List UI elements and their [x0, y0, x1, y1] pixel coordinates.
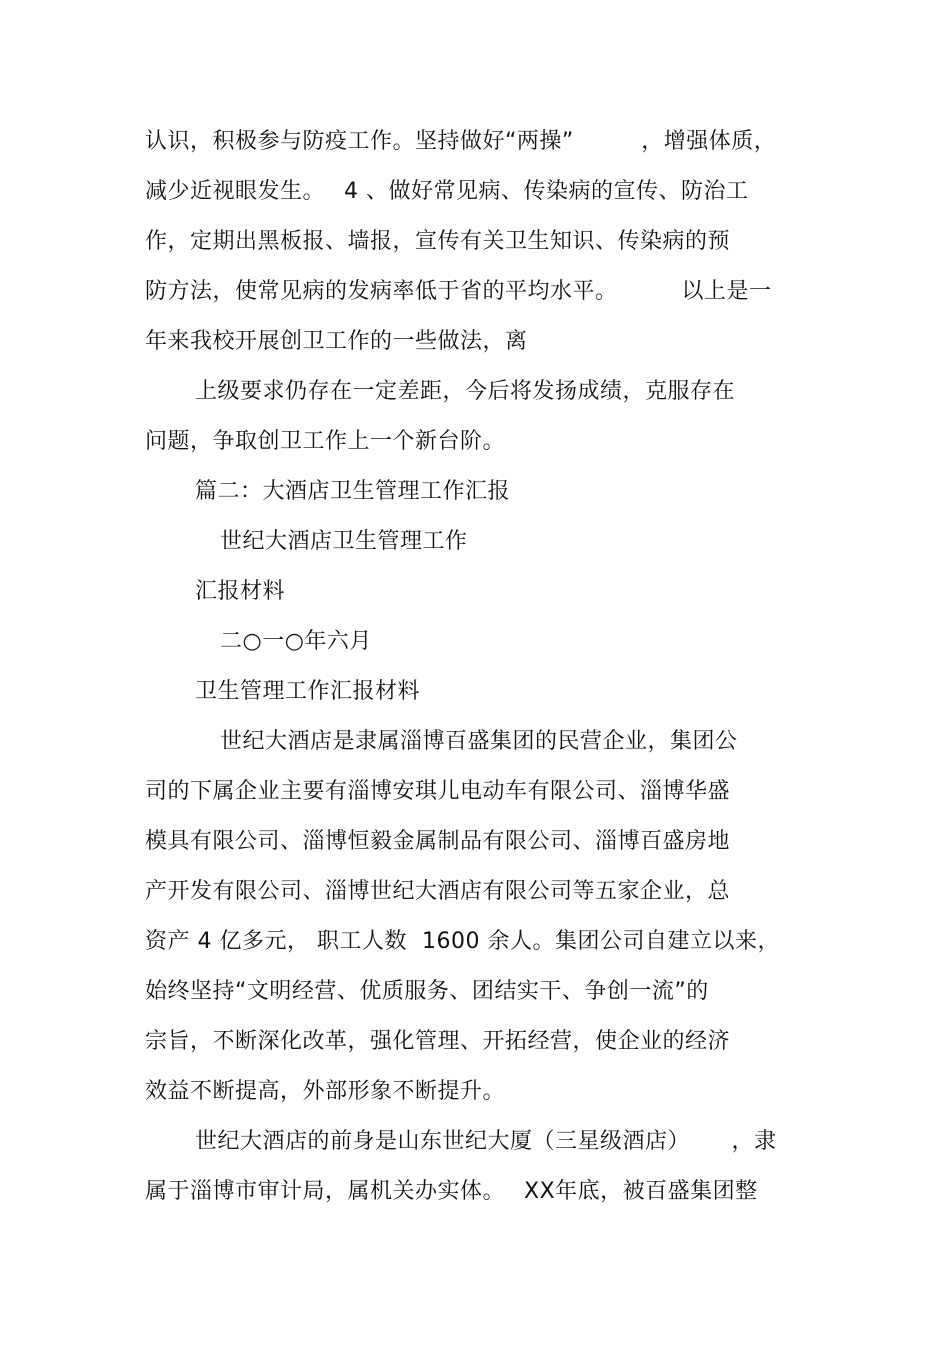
report-heading: 卫生管理工作汇报材料 — [195, 679, 421, 704]
report-subtitle: 汇报材料 — [195, 579, 286, 604]
text-line: 宗旨，不断深化改革，强化管理、开拓经营，使企业的经济 — [145, 1029, 731, 1054]
paragraph-first-line: 上级要求仍存在一定差距，今后将发扬成绩，克服存在 — [195, 379, 736, 404]
text-line: 属于淄博市审计局，属机关办实体。 XX年底，被百盛集团整 — [145, 1179, 758, 1204]
paragraph-first-line: 世纪大酒店的前身是山东世纪大厦（三星级酒店） ，隶 — [195, 1129, 777, 1154]
text-line: 司的下属企业主要有淄博安琪儿电动车有限公司、淄博华盛 — [145, 779, 731, 804]
text-line: 作，定期出黑板报、墙报，宣传有关卫生知识、传染病的预 — [145, 229, 731, 254]
text-line: 年来我校开展创卫工作的一些做法，离 — [145, 329, 528, 354]
text-line: 产开发有限公司、淄博世纪大酒店有限公司等五家企业，总 — [145, 879, 731, 904]
section-heading: 篇二：大酒店卫生管理工作汇报 — [195, 479, 511, 504]
text-line: 始终坚持“文明经营、优质服务、团结实干、争创一流”的 — [145, 979, 709, 1004]
paragraph-first-line: 世纪大酒店是隶属淄博百盛集团的民营企业，集团公 — [220, 729, 738, 754]
text-line: 问题，争取创卫工作上一个新台阶。 — [145, 429, 506, 454]
report-title: 世纪大酒店卫生管理工作 — [220, 529, 468, 554]
text-line: 效益不断提高，外部形象不断提升。 — [145, 1079, 506, 1104]
text-line: 认识，积极参与防疫工作。坚持做好“两操” ，增强体质， — [145, 129, 777, 154]
text-line: 资产 4 亿多元， 职工人数 1600 余人。集团公司自建立以来， — [145, 929, 780, 954]
text-line: 防方法，使常见病的发病率低于省的平均水平。 以上是一 — [145, 279, 772, 304]
text-line: 模具有限公司、淄博恒毅金属制品有限公司、淄博百盛房地 — [145, 829, 731, 854]
text-line: 减少近视眼发生。 4 、做好常见病、传染病的宣传、防治工 — [145, 179, 749, 204]
report-date: 二○一○年六月 — [220, 629, 372, 654]
